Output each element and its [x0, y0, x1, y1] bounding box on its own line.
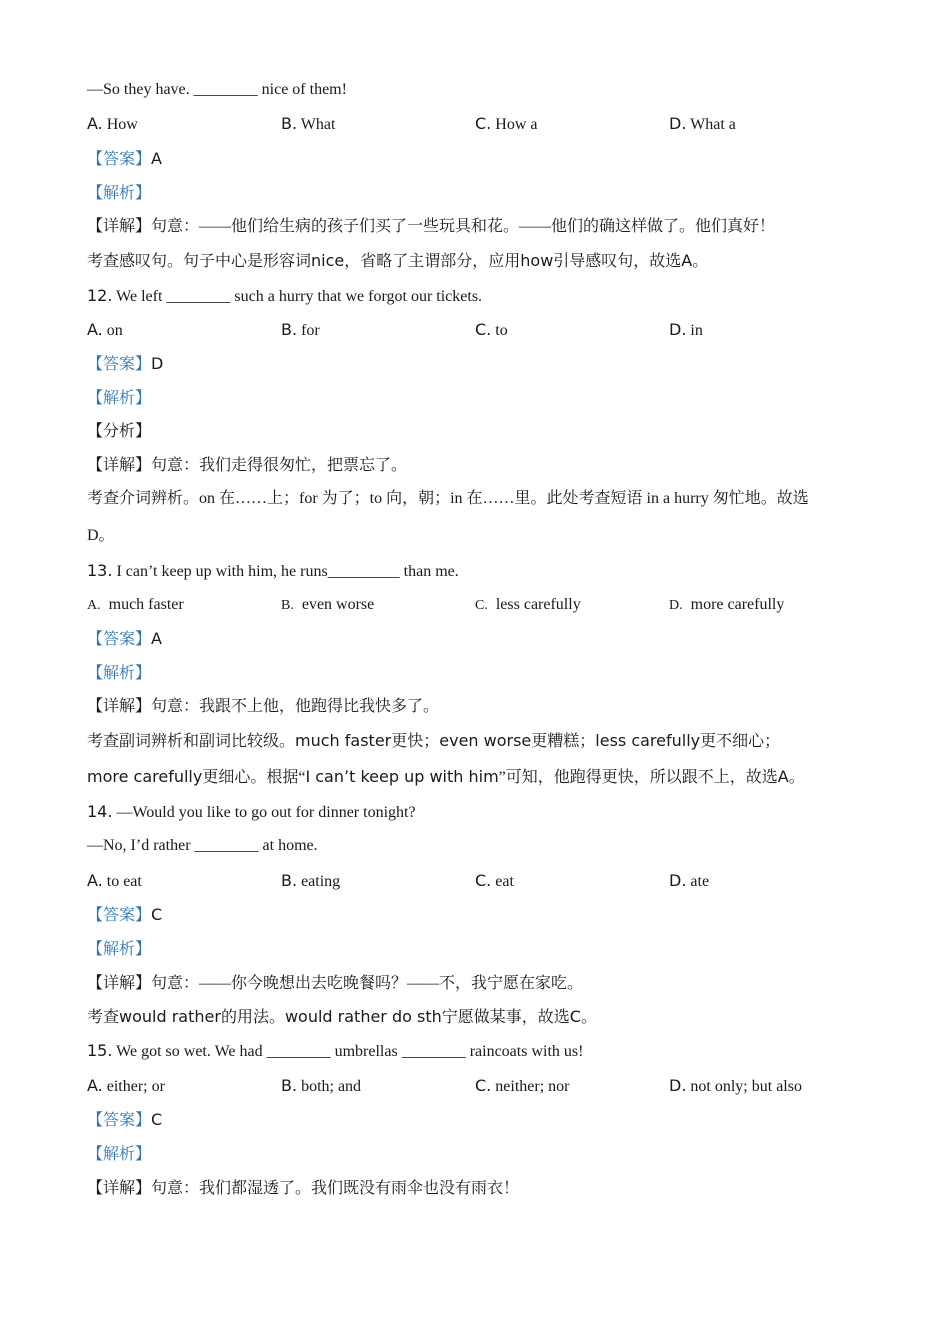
q12-option-d: D. in	[669, 320, 703, 339]
q11-explanation: 考查感叹句。句子中心是形容词nice，省略了主谓部分，应用how引导感叹句，故选A。	[87, 251, 709, 270]
q13-option-c: C. less carefully	[475, 596, 581, 613]
q15-stem: 15. We got so wet. We had ________ umbrellas ________ raincoats with us!	[87, 1041, 584, 1060]
q11-option-a: A. How	[87, 114, 138, 133]
q11-option-b: B. What	[281, 114, 336, 133]
q14-detail: 【详解】句意：——你今晚想出去吃晚餐吗？——不，我宁愿在家吃。	[87, 975, 584, 992]
q14-option-d: D. ate	[669, 871, 710, 890]
q15-option-b: B. both; and	[281, 1076, 362, 1095]
q13-explanation-line1: 考查副词辨析和副词比较级。much faster更快；even worse更糟糕；less carefully更不细心；	[87, 731, 781, 750]
q11-stem-tail: —So they have. ________ nice of them!	[87, 81, 347, 98]
q12-answer: 【答案】D	[87, 354, 164, 373]
q13-stem: 13. I can’t keep up with him, he runs_________ than me.	[87, 561, 459, 580]
q12-option-b: B. for	[281, 320, 320, 339]
q11-detail: 【详解】句意：——他们给生病的孩子们买了一些玩具和花。——他们的确这样做了。他们真好！	[87, 218, 776, 235]
q12-detail: 【详解】句意：我们走得很匆忙，把票忘了。	[87, 457, 408, 474]
q11-option-c: C. How a	[475, 114, 538, 133]
q11-answer: 【答案】A	[87, 149, 162, 168]
q14-analysis-tag: 【解析】	[87, 941, 152, 958]
q12-fenxi-tag: 【分析】	[87, 423, 152, 440]
q14-option-a: A. to eat	[87, 871, 142, 890]
q12-explanation-line2: D。	[87, 527, 115, 544]
q15-detail: 【详解】句意：我们都湿透了。我们既没有雨伞也没有雨衣！	[87, 1180, 520, 1197]
q14-option-b: B. eating	[281, 871, 341, 890]
q13-answer: 【答案】A	[87, 629, 162, 648]
q12-analysis-tag: 【解析】	[87, 390, 152, 407]
q11-option-d: D. What a	[669, 114, 736, 133]
q13-detail: 【详解】句意：我跟不上他，他跑得比我快多了。	[87, 698, 440, 715]
q12-stem: 12. We left ________ such a hurry that we forgot our tickets.	[87, 286, 483, 305]
q13-option-a: A. much faster	[87, 596, 184, 613]
q13-analysis-tag: 【解析】	[87, 665, 152, 682]
q15-option-a: A. either; or	[87, 1076, 165, 1095]
q12-option-c: C. to	[475, 320, 508, 339]
q13-option-d: D. more carefully	[669, 596, 785, 613]
q11-analysis-tag: 【解析】	[87, 185, 152, 202]
q12-explanation-line1: 考查介词辨析。on 在……上；for 为了；to 向，朝；in 在……里。此处考查短语 in a hurry 匆忙地。故选	[87, 490, 809, 507]
q15-answer: 【答案】C	[87, 1110, 163, 1129]
q14-explanation: 考查would rather的用法。would rather do sth宁愿做某事，故选C。	[87, 1007, 597, 1026]
q14-stem: 14. —Would you like to go out for dinner tonight?	[87, 802, 416, 821]
q12-option-a: A. on	[87, 320, 123, 339]
q14-option-c: C. eat	[475, 871, 514, 890]
q15-option-d: D. not only; but also	[669, 1076, 802, 1095]
q13-explanation-line2: more carefully更细心。根据“I can’t keep up with him”可知，他跑得更快，所以跟不上，故选A。	[87, 767, 805, 786]
q14-stem-2: —No, I’d rather ________ at home.	[87, 837, 318, 854]
q14-answer: 【答案】C	[87, 905, 163, 924]
q13-option-b: B. even worse	[281, 596, 375, 613]
q15-option-c: C. neither; nor	[475, 1076, 570, 1095]
q15-analysis-tag: 【解析】	[87, 1146, 152, 1163]
